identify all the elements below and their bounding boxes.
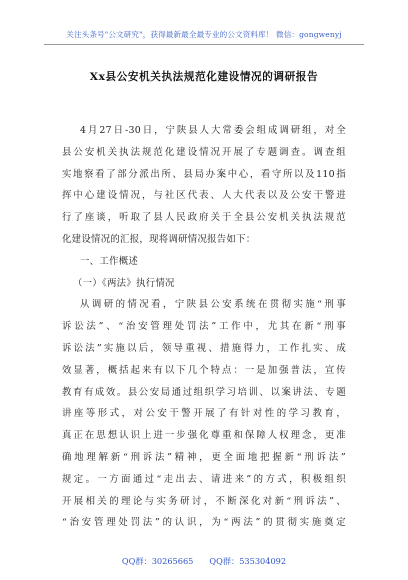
paragraph-line: 行了座谈，听取了县人民政府关于全县公安机关执法规范 bbox=[62, 212, 346, 224]
paragraph-line: 从调研的情况看，宁陕县公安系统在贯彻实施“刑事 bbox=[80, 299, 346, 311]
paragraph-line: 县公安机关执法规范化建设情况开展了专题调查。调查组 bbox=[62, 146, 346, 158]
header-promo-text: 关注头条号"公文研究"，获得最新最全最专业的公文资料库！ 微信：gongwenyj bbox=[66, 30, 342, 39]
footer-qq-group-1: QQ群：30265665 bbox=[121, 556, 194, 566]
paragraph-line: 4月27日-30日，宁陕县人大常委会组成调研组，对全 bbox=[80, 125, 346, 136]
paragraph-line: 确地理解新“刑诉法”精神，更全面地把握新“刑诉法” bbox=[62, 451, 346, 463]
paragraph-line: “治安管理处罚法”的认识，为“两法”的贯彻实施奠定 bbox=[62, 517, 346, 529]
header-divider bbox=[44, 44, 364, 45]
subsection-heading: （一）《两法》执行情况 bbox=[73, 277, 175, 289]
paragraph-line: 效显著，概括起来有以下几个特点：一是加强普法，宣传 bbox=[62, 364, 346, 376]
section-heading: 一、工作概述 bbox=[80, 255, 139, 267]
paragraph-line: 讲座等形式，对公安干警开展了有针对性的学习教育， bbox=[62, 408, 346, 420]
paragraph-line: 实地察看了部分派出所、县局办案中心，看守所以及110指 bbox=[62, 168, 346, 180]
document-body bbox=[62, 120, 346, 534]
paragraph-line: 教育有成效。县公安局通过组织学习培训、以案讲法、专题 bbox=[62, 386, 346, 398]
paragraph-line: 规定。一方面通过“走出去、请进来”的方式，积极组织 bbox=[62, 473, 346, 485]
paragraph-line: 挥中心建设情况，与社区代表、人大代表以及公安干警进 bbox=[62, 190, 346, 202]
footer-contact bbox=[0, 556, 408, 567]
paragraph-line: 开展相关的理论与实务研讨，不断深化对新“刑诉法”、 bbox=[62, 495, 346, 507]
paragraph-line: 诉讼法”实施以后，领导重视、措施得力，工作扎实、成 bbox=[62, 342, 346, 354]
footer-qq-group-2: QQ群：535304092 bbox=[209, 556, 287, 566]
paragraph-line: 化建设情况的汇报，现将调研情况报告如下： bbox=[62, 233, 256, 245]
paragraph-line: 真正在思想认识上进一步强化尊重和保障人权理念，更准 bbox=[62, 430, 346, 442]
paragraph-line: 诉讼法”、“治安管理处罚法”工作中，尤其在新“刑事 bbox=[62, 321, 346, 333]
document-title: Xx县公安机关执法规范化建设情况的调研报告 bbox=[89, 71, 319, 83]
